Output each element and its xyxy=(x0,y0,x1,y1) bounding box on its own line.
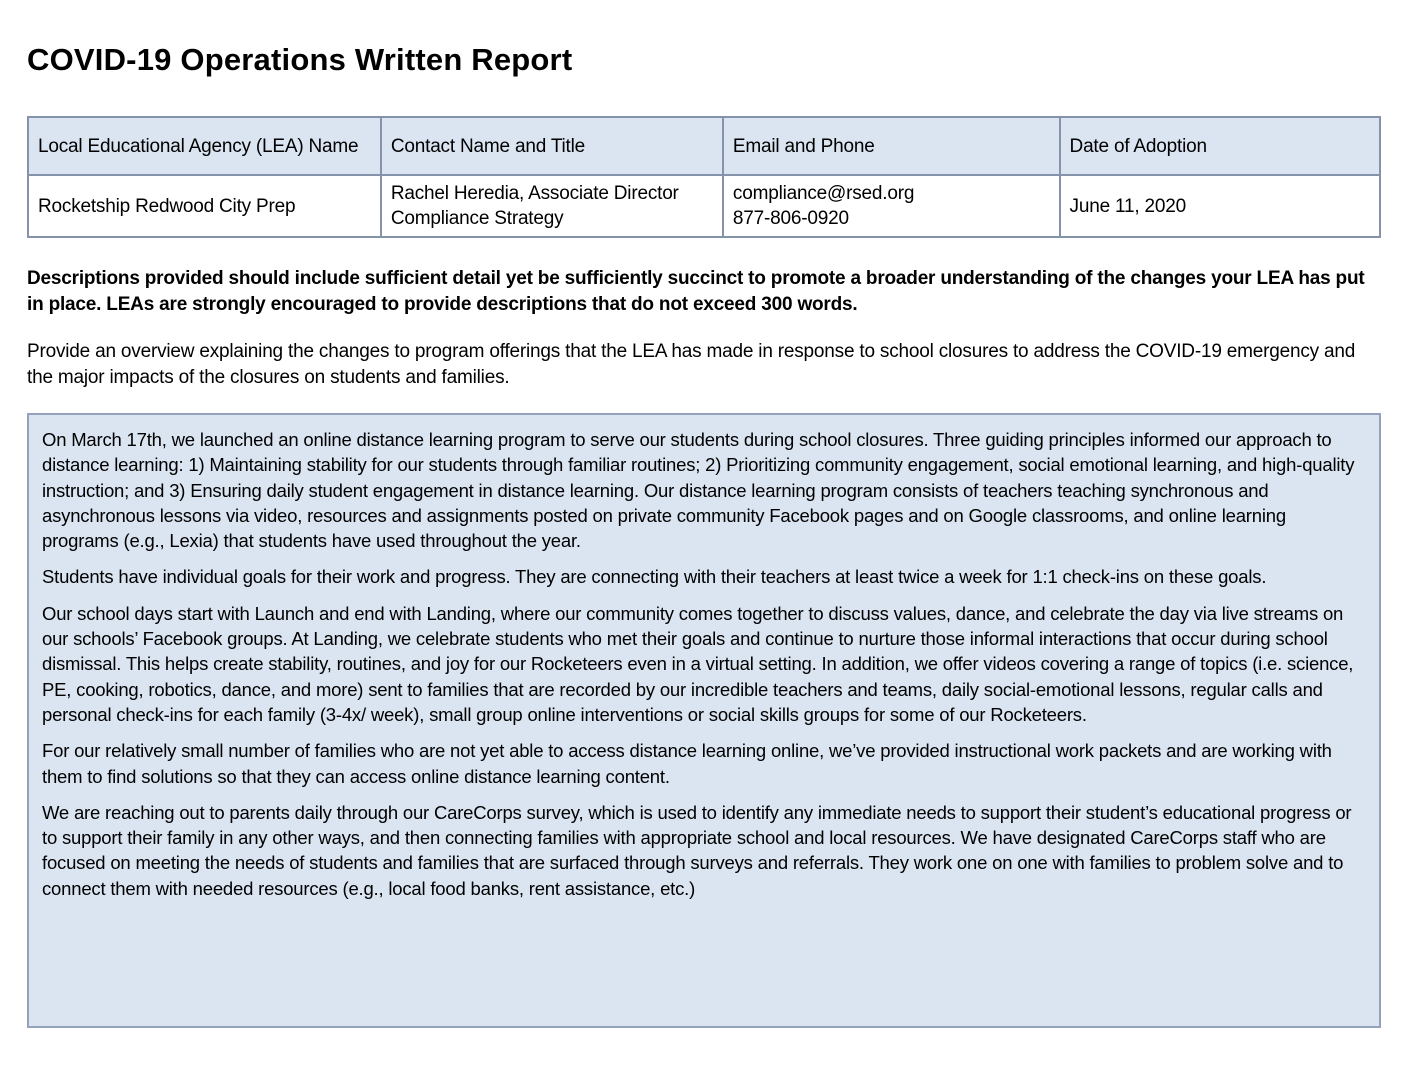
cell-contact: Rachel Heredia, Associate Director Compliance Strategy xyxy=(381,175,723,237)
response-paragraph: Our school days start with Launch and end with Landing, where our community comes together to discuss values, dance, and celebrate the day via live streams on our schools’ Facebook groups. At Landing, we celebrate students who met their goals and continue to nurture those informal interactions that occur during school dismissal. This helps create stability, routines, and joy for our Rocketeers even in a virtual setting. In addition, we offer videos covering a range of topics (i.e. science, PE, cooking, robotics, dance, and more) sent to families that are recorded by our incredible teachers and teams, daily social-emotional lessons, regular calls and personal check-ins for each family (3-4x/ week), small group online interventions or social skills groups for some of our Rocketeers. xyxy=(42,602,1354,725)
response-paragraph: We are reaching out to parents daily through our CareCorps survey, which is used to identify any immediate needs to support their student’s educational progress or to support their family in any other ways, and then connecting families with appropriate school and local resources. We have designated CareCorps staff who are focused on meeting the needs of students and families that are surfaced through surveys and referrals. They work one on one with families to problem solve and to connect them with needed resources (e.g., local food banks, rent assistance, etc.) xyxy=(42,801,1352,899)
header-lea-name: Local Educational Agency (LEA) Name xyxy=(28,117,381,175)
header-email-phone: Email and Phone xyxy=(723,117,1060,175)
response-box xyxy=(27,413,1381,1028)
cell-lea-name: Rocketship Redwood City Prep xyxy=(28,175,381,237)
response-paragraph: Students have individual goals for their work and progress. They are connecting with their teachers at least twice a week for 1:1 check-ins on these goals. xyxy=(42,566,1267,588)
header-contact: Contact Name and Title xyxy=(381,117,723,175)
table-header-row xyxy=(28,117,1380,175)
response-paragraph: For our relatively small number of families who are not yet able to access distance learning online, we’ve provided instructional work packets and are working with them to find solutions so that they can access online distance learning content. xyxy=(42,740,1332,787)
table-row xyxy=(28,175,1380,237)
cell-email-phone xyxy=(723,175,1060,237)
instructions-bold-note: Descriptions provided should include sufficient detail yet be sufficiently succinct to promote a broader understanding of the changes your LEA has put in place. LEAs are strongly encouraged to provide descriptions that do not exceed 300 words. xyxy=(27,268,1365,315)
lea-info-table xyxy=(27,116,1381,238)
header-date-of-adoption: Date of Adoption xyxy=(1060,117,1380,175)
page-title: COVID-19 Operations Written Report xyxy=(27,42,573,77)
response-paragraph: On March 17th, we launched an online distance learning program to serve our students during school closures. Three guiding principles informed our approach to distance learning: 1) Maintaining stability for our students through familiar routines; 2) Prioritizing community engagement, social emotional learning, and high-quality instruction; and 3) Ensuring daily student engagement in distance learning. Our distance learning program consists of teachers teaching synchronous and asynchronous lessons via video, resources and assignments posted on private community Facebook pages and on Google classrooms, and online learning programs (e.g., Lexia) that students have used throughout the year. xyxy=(42,429,1355,552)
instructions-prompt: Provide an overview explaining the changes to program offerings that the LEA has made in response to school closures to address the COVID-19 emergency and the major impacts of the closures on students and families. xyxy=(27,341,1356,388)
contact-phone: 877-806-0920 xyxy=(732,208,849,229)
contact-email: compliance@rsed.org xyxy=(732,183,915,204)
cell-date-of-adoption: June 11, 2020 xyxy=(1060,175,1380,237)
